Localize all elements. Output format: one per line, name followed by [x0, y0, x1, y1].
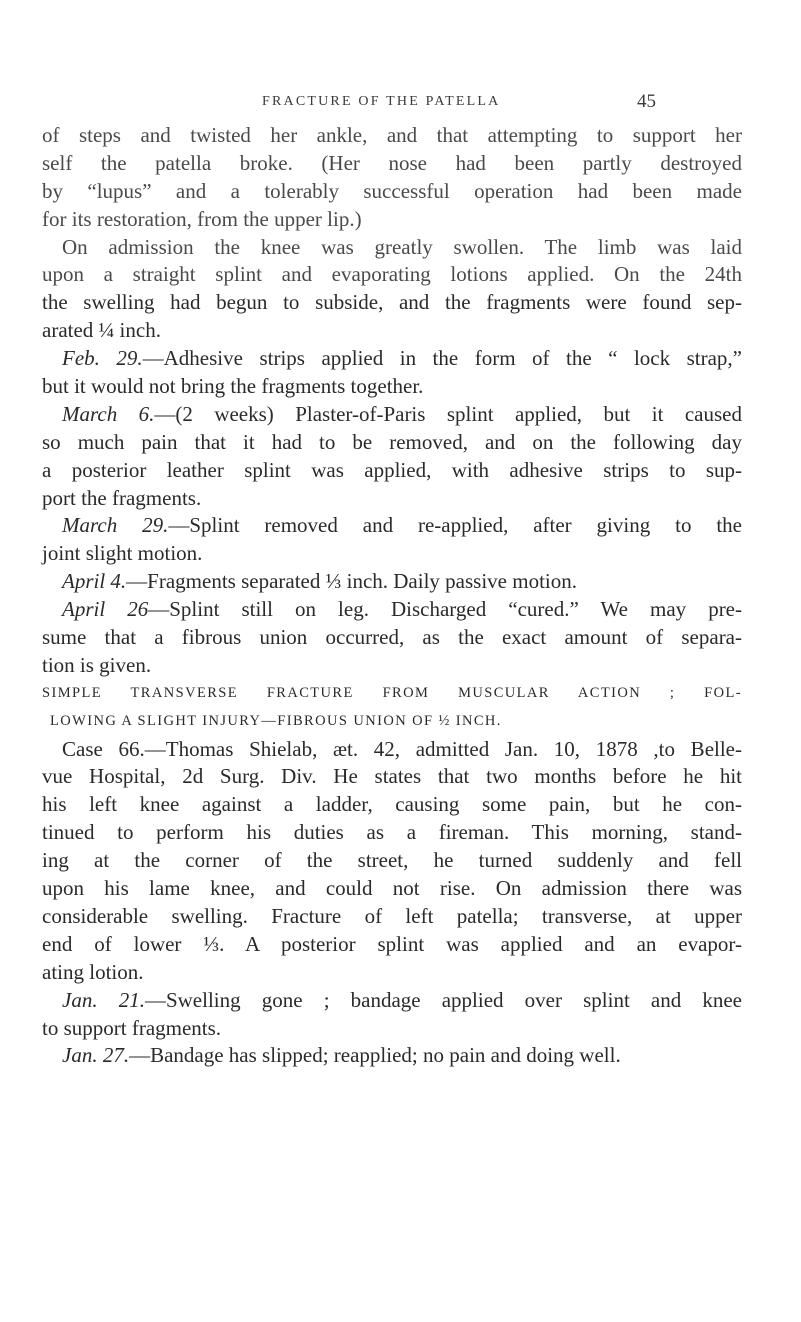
text-line: On admission the knee was greatly swollen. The limb was laid: [62, 234, 742, 259]
case-label: [62, 737, 103, 761]
text-line: his left knee against a ladder, causing some pain, but he con-: [42, 792, 742, 817]
dated-entry: [42, 596, 742, 624]
dated-entry: [42, 345, 742, 373]
text-line: to support fragments.: [42, 1015, 222, 1040]
entry-text: —(2 weeks) Plaster-of-Paris splint applied, but it caused: [154, 401, 742, 426]
entry-date: Jan. 21.: [62, 987, 145, 1012]
entry-date: Feb. 29.: [62, 346, 143, 371]
text-line: by “lupus” and a tolerably successful operation had been made: [42, 178, 742, 203]
page-header: [0, 91, 801, 118]
text-line: but it would not bring the fragments together.: [42, 374, 424, 399]
text-line: upon a straight splint and evaporating lotions applied. On the 24th: [42, 262, 742, 287]
dated-entry: [42, 568, 742, 596]
text-line: ing at the corner of the street, he turned suddenly and fell: [42, 848, 742, 873]
page-number: 45: [637, 91, 656, 112]
entry-text: —Splint still on leg. Discharged “cured.” We may pre-: [148, 597, 742, 622]
text-line: joint slight motion.: [42, 541, 203, 566]
text-line: of steps and twisted her ankle, and that attempting to support her: [42, 123, 742, 147]
entry-date: April 4.: [62, 569, 127, 594]
text-line: for its restoration, from the upper lip.): [42, 206, 362, 231]
entry-text: —Splint removed and re-applied, after giving to the: [168, 513, 742, 538]
case-label-text: Case: [62, 736, 103, 761]
text-line: the swelling had begun to subside, and the fragments were found sep-: [42, 290, 742, 315]
entry-text: 66.—Thomas Shielab, æt. 42, admitted Jan. 10, 1878 ,to Belle-: [102, 736, 742, 761]
text-line: tinued to perform his duties as a fireman. This morning, stand-: [42, 820, 742, 845]
text-line: vue Hospital, 2d Surg. Div. He states that two months before he hit: [42, 764, 742, 789]
body-text: [42, 122, 742, 1070]
text-line: so much pain that it had to be removed, and on the following day: [42, 429, 742, 454]
entry-date: April 26: [62, 597, 149, 622]
text-line: a posterior leather splint was applied, with adhesive strips to sup-: [42, 457, 742, 482]
running-head: FRACTURE OF THE PATELLA: [262, 94, 501, 109]
entry-text: —Bandage has slipped; reapplied; no pain and doing well.: [129, 1043, 621, 1068]
text-line: tion is given.: [42, 652, 152, 677]
dated-entry: [42, 987, 742, 1015]
text-line: considerable swelling. Fracture of left patella; transverse, at upper: [42, 903, 742, 928]
text-line: end of lower ⅓. A posterior splint was applied and an evapor-: [42, 931, 742, 956]
section-heading-line: SIMPLE TRANSVERSE FRACTURE FROM MUSCULAR ACTION ; FOL-: [42, 684, 742, 701]
dated-entry: [42, 1042, 742, 1070]
text-line: arated ¼ inch.: [42, 318, 161, 343]
entry-text: —Adhesive strips applied in the form of the “ lock strap,”: [142, 346, 742, 371]
entry-date: Jan. 27.: [62, 1043, 130, 1068]
text-line: ating lotion.: [42, 959, 144, 984]
text-line: self the patella broke. (Her nose had been partly destroyed: [42, 150, 742, 175]
dated-entry: [42, 512, 742, 540]
case-opening-line: [42, 736, 742, 764]
text-line: sume that a fibrous union occurred, as the exact amount of separa-: [42, 625, 742, 650]
text-line: port the fragments.: [42, 485, 202, 510]
text-line: upon his lame knee, and could not rise. On admission there was: [42, 876, 742, 901]
entry-date: March 6.: [62, 401, 155, 426]
entry-text: —Swelling gone ; bandage applied over splint and knee: [144, 987, 742, 1012]
dated-entry: [42, 401, 742, 429]
entry-text: —Fragments separated ⅓ inch. Daily passive motion.: [126, 569, 577, 594]
entry-date: March 29.: [62, 513, 169, 538]
section-heading-line: LOWING A SLIGHT INJURY—FIBROUS UNION OF ½ INCH.: [50, 712, 502, 729]
